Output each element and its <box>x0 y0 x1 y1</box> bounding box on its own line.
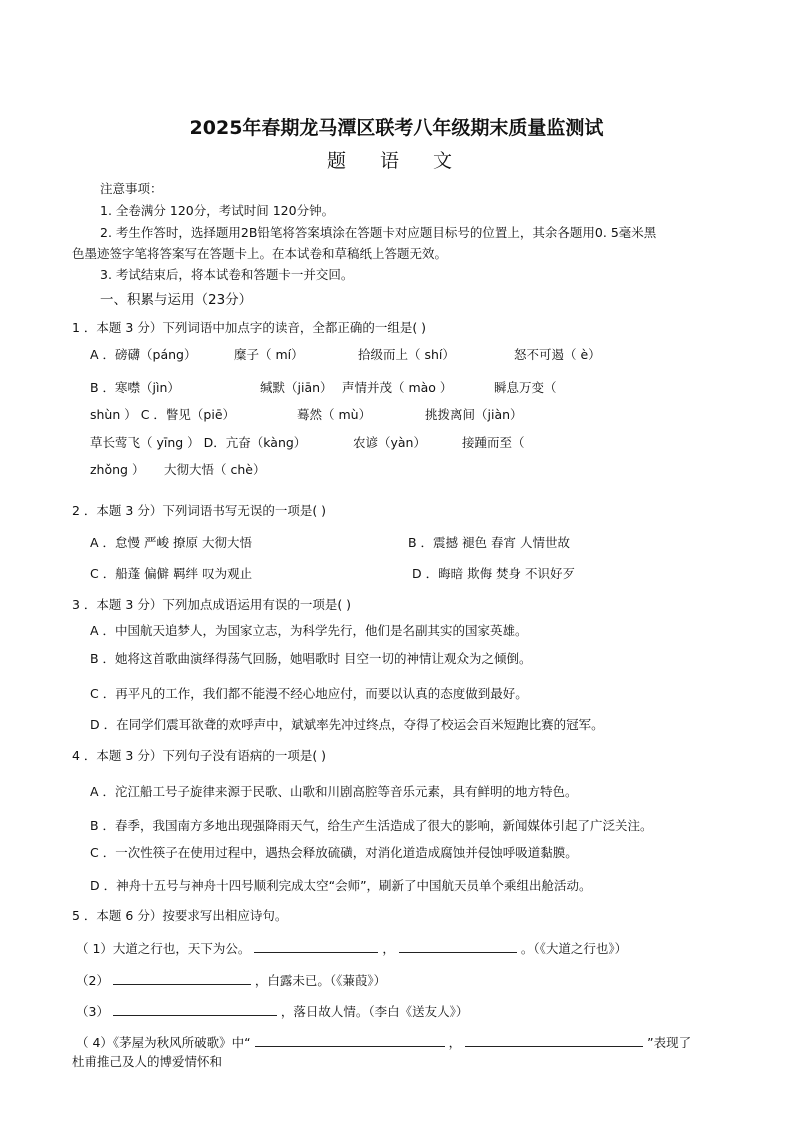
q1-opt-a2: 糜子（ mí） <box>234 347 304 362</box>
q3-option-d: D ．在同学们震耳欲聋的欢呼声中，斌斌率先冲过终点，夺得了校运会百米短跑比赛的冠军。 <box>90 717 604 732</box>
q5-item-1-end: 。（《大道之行也》） <box>520 941 628 956</box>
q1-line-4 <box>90 435 525 451</box>
q4-option-c: C ．一次性筷子在使用过程中，遇热会释放硫磺，对消化道造成腐蚀并侵蚀呼吸道黏膜。 <box>90 845 578 860</box>
q1-opt-b4: 瞬息万变（ <box>494 380 557 395</box>
notice-item-1: 1. 全卷满分 120分，考试时间 120分钟。 <box>100 203 335 218</box>
section-heading: 一、积累与运用（23分） <box>100 292 253 308</box>
q5-item-1 <box>76 940 627 957</box>
q1-opt-b2: 缄默（jiān） <box>260 380 333 395</box>
q1-line-3 <box>90 407 523 423</box>
q5-item-3 <box>76 1003 468 1020</box>
notice-item-2-cont: 色墨迹签字笔将答案写在答题卡上。在本试卷和草稿纸上答题无效。 <box>72 246 448 261</box>
q3-option-b: B ．她将这首歌曲演绎得荡气回肠，她唱歌时 目空一切的神情让观众为之倾倒。 <box>90 651 532 666</box>
q1-opt-e1: zhǒng ） <box>90 462 145 477</box>
notice-heading: 注意事项： <box>100 181 163 196</box>
q5-item-4-blank-a[interactable] <box>255 1034 445 1047</box>
q5-stem: 5 ．本题 6 分）按要求写出相应诗句。 <box>72 908 288 923</box>
q1-line-2 <box>90 380 557 396</box>
q3-stem: 3 ．本题 3 分）下列加点成语运用有误的一项是( ) <box>72 597 352 612</box>
q2-option-c: C ．船蓬 偏僻 羁绊 叹为观止 <box>90 566 253 581</box>
q5-item-3-blank[interactable] <box>113 1003 277 1016</box>
q1-opt-d1: 草长莺飞（ yīng ） D．亢奋（kàng） <box>90 435 307 450</box>
q2-option-a: A ．怠慢 严峻 撩原 大彻大悟 <box>90 535 252 550</box>
q3-option-c: C ．再平凡的工作，我们都不能漫不经心地应付，而要以认真的态度做到最好。 <box>90 686 528 701</box>
q1-stem: 1 ．本题 3 分）下列词语中加点字的读音，全都正确的一组是( ) <box>72 320 427 335</box>
q5-item-1-sep: ， <box>382 941 395 956</box>
q1-opt-e2: 大彻大悟（ chè） <box>164 462 266 477</box>
q5-item-4-label: （ 4）《茅屋为秋风所破歌》中“ <box>76 1035 251 1050</box>
notice-item-2: 2. 考生作答时，选择题用2B铅笔将答案填涂在答题卡对应题目标号的位置上，其余各题用0. 5毫米黑 <box>100 225 657 240</box>
q1-opt-a4: 怒不可遏（ è） <box>514 347 601 362</box>
notice-item-3: 3. 考试结束后，将本试卷和答题卡一并交回。 <box>100 267 354 282</box>
q5-item-1-label: （ 1）大道之行也，天下为公。 <box>76 941 251 956</box>
q1-opt-b3: 声情并茂（ mào ） <box>342 380 453 395</box>
q2-stem: 2 ．本题 3 分）下列词语书写无误的一项是( ) <box>72 503 327 518</box>
q5-tail: 杜甫推己及人的博爱情怀和 <box>72 1054 223 1069</box>
q1-opt-d3: 接踵而至（ <box>462 435 525 450</box>
page-subtitle: 题 语 文 <box>326 150 467 172</box>
q2-option-b: B ．震撼 褪色 春宵 人情世故 <box>408 535 570 550</box>
q4-stem: 4 ．本题 3 分）下列句子没有语病的一项是( ) <box>72 748 327 763</box>
q5-item-4 <box>76 1034 691 1051</box>
q5-item-2-end: ，白露未已。（《蒹葭》） <box>254 973 387 988</box>
q1-opt-a3: 拾级而上（ shí） <box>358 347 455 362</box>
q5-item-4-sep: ， <box>448 1035 462 1050</box>
q5-item-4-end: ”表现了 <box>647 1035 692 1050</box>
q5-item-1-blank-b[interactable] <box>399 940 517 953</box>
q1-opt-a1: A ．磅礴（páng） <box>90 347 197 362</box>
q1-opt-b1: B ．寒噤（jìn） <box>90 380 180 395</box>
q5-item-3-label: （3） <box>76 1004 109 1019</box>
q1-opt-c2: 蓦然（ mù） <box>297 407 372 422</box>
q5-item-4-blank-b[interactable] <box>465 1034 643 1047</box>
q4-option-d: D ．神舟十五号与神舟十四号顺利完成太空“会师”，刷新了中国航天员单个乘组出舱活动。 <box>90 878 592 893</box>
q5-item-2-label: （2） <box>76 973 109 988</box>
q5-item-2 <box>76 972 386 989</box>
q4-option-a: A ．沱江船工号子旋律来源于民歌、山歌和川剧高腔等音乐元素，具有鲜明的地方特色。 <box>90 784 578 799</box>
page-title: 2025年春期龙马潭区联考八年级期末质量监测试 <box>189 117 604 139</box>
q1-opt-c1: shùn ） C ．瞥见（piē） <box>90 407 236 422</box>
q5-item-1-blank-a[interactable] <box>254 940 378 953</box>
q5-item-3-end: ，落日故人情。（李白《送友人》） <box>280 1004 469 1019</box>
q1-line-1 <box>90 347 601 363</box>
q1-opt-c3: 挑拨离间（jiàn） <box>425 407 523 422</box>
q2-option-d: D ．晦暗 欺侮 焚身 不识好歹 <box>412 566 576 581</box>
q4-option-b: B ．春季，我国南方多地出现强降雨天气，给生产生活造成了很大的影响，新闻媒体引起了广泛关注。 <box>90 818 653 833</box>
q1-line-5 <box>90 462 266 478</box>
q5-item-2-blank[interactable] <box>113 972 251 985</box>
q3-option-a: A ．中国航天追梦人，为国家立志，为科学先行，他们是名副其实的国家英雄。 <box>90 623 528 638</box>
q1-opt-d2: 农谚（yàn） <box>353 435 426 450</box>
